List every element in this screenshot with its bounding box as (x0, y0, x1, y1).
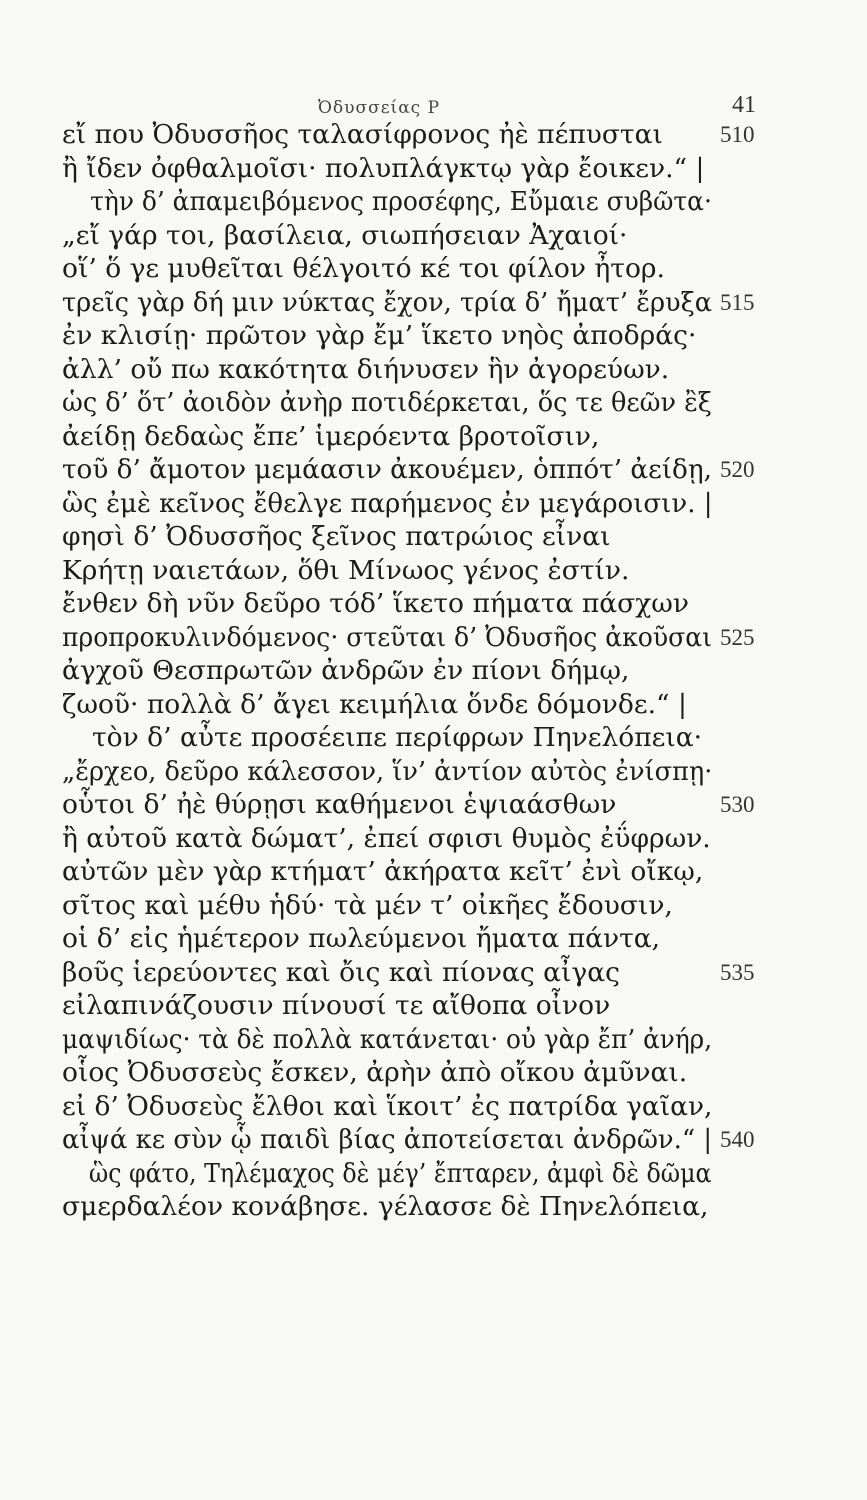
verse-line-text: οἱ δ’ εἰς ἡμέτερον πωλεύμενοι ἤματα πάντα, (62, 923, 661, 954)
verse-line (62, 956, 782, 990)
verse-line-text: ὣς ἐμὲ κεῖνος ἔθελγε παρήμενος ἐν μεγάροισιν. | (62, 487, 713, 519)
verse-line-text: βοῦς ἱερεύοντες καὶ ὄις καὶ πίονας αἶγας (62, 956, 620, 988)
verse-line (62, 788, 782, 822)
line-number: 510 (720, 122, 755, 147)
verse-line-text: ἀγχοῦ Θεσπρωτῶν ἀνδρῶν ἐν πίονι δήμῳ, (62, 655, 630, 686)
verse-line (62, 922, 782, 956)
verse-line (62, 1090, 782, 1124)
verse-line-text: „ἔρχεο, δεῦρο κάλεσσον, ἵν’ ἀντίον αὐτὸς ἐνίσπῃ· (62, 755, 713, 787)
verse-line-text: ἀλλ’ οὔ πω κακότητα διήνυσεν ἣν ἀγορεύων. (62, 353, 670, 385)
verse-line (62, 219, 782, 253)
verse-line (62, 1023, 782, 1057)
verse-line-text: ἀείδῃ δεδαὼς ἔπε’ ἱμερόεντα βροτοῖσιν, (62, 420, 600, 452)
verse-line-text: ὣς φάτο, Τηλέμαχος δὲ μέγ’ ἔπταρεν, ἀμφὶ δὲ δῶμα (88, 1157, 712, 1189)
verse-line (62, 319, 782, 353)
verse-line (62, 1157, 782, 1191)
page-number: 41 (732, 92, 756, 118)
verse-line-text: τρεῖς γὰρ δή μιν νύκτας ἔχον, τρία δ’ ἤματ’ ἔρυξα (62, 286, 713, 318)
line-number: 515 (720, 289, 755, 315)
verse-line (62, 755, 782, 789)
verse-line-text: τὴν δ’ ἀπαμειβόμενος προσέφης, Εὔμαιε συβῶτα· (90, 186, 712, 217)
verse-line-text: ἔνθεν δὴ νῦν δεῦρο τόδ’ ἵκετο πήματα πάσχων (62, 588, 690, 619)
line-number: 520 (720, 457, 755, 482)
verse-line-text: προπροκυλινδόμενος· στεῦται δ’ Ὀδυσῆος ἀκοῦσαι (62, 621, 713, 653)
verse-line-text: σῖτος καὶ μέθυ ἡδύ· τὰ μέν τ’ οἰκῆες ἔδουσιν, (62, 889, 673, 921)
line-number: 540 (720, 1127, 755, 1152)
verse-line-text: ὡς δ’ ὅτ’ ἀοιδὸν ἀνὴρ ποτιδέρκεται, ὅς τε θεῶν ἒξ (62, 387, 712, 418)
verse-line (62, 822, 782, 856)
verse-line-text: εἰ δ’ Ὀδυσεὺς ἔλθοι καὶ ἵκοιτ’ ἐς πατρίδα γαῖαν, (62, 1090, 713, 1122)
verse-line (62, 487, 782, 521)
verse-line (62, 654, 782, 688)
verse-line-text: αὐτῶν μὲν γὰρ κτήματ’ ἀκήρατα κεῖτ’ ἐνὶ οἴκῳ, (62, 856, 704, 887)
verse-line (62, 1123, 782, 1157)
verse-line-text: ζωοῦ· πολλὰ δ’ ἄγει κειμήλια ὅνδε δόμονδε.“ | (62, 688, 687, 720)
verse-line (62, 889, 782, 923)
verse-line-text: Κρήτῃ ναιετάων, ὅθι Μίνωος γένος ἐστίν. (62, 554, 630, 586)
verse-line (62, 386, 782, 420)
verse-line (62, 152, 782, 186)
line-number: 530 (720, 792, 755, 817)
line-number: 535 (720, 959, 755, 985)
verse-line (62, 1056, 782, 1090)
verse-line-text: ἢ ἴδεν ὀφθαλμοῖσι· πολυπλάγκτῳ γὰρ ἔοικεν.“ | (62, 152, 705, 184)
verse-line (62, 721, 782, 755)
verse-line-text: ἢ αὐτοῦ κατὰ δώματ’, ἐπεί σφισι θυμὸς ἐΰφρων. (62, 822, 711, 854)
verse-line-text: σμερδαλέον κονάβησε. γέλασσε δὲ Πηνελόπεια, (62, 1191, 709, 1222)
line-number: 525 (720, 624, 755, 650)
verse-line (62, 252, 782, 286)
verse-line-text: οἵ’ ὅ γε μυθεῖται θέλγοιτό κέ τοι φίλον ἦτορ. (62, 253, 665, 284)
verse-line (62, 420, 782, 454)
verse-line-text: μαψιδίως· τὰ δὲ πολλὰ κατάνεται· οὐ γὰρ ἔπ’ ἀνήρ, (62, 1023, 713, 1055)
verse-line-text: οὗτοι δ’ ἠὲ θύρῃσι καθήμενοι ἑψιαάσθων (62, 789, 617, 820)
verse-line (62, 989, 782, 1023)
verse-line (62, 621, 782, 655)
verse-line (62, 520, 782, 554)
verse-line (62, 453, 782, 487)
verse-text-block (62, 118, 782, 1224)
verse-line (62, 1190, 782, 1224)
verse-line-text: εἰλαπινάζουσιν πίνουσί τε αἴθοπα οἶνον (62, 990, 611, 1021)
verse-line-text: οἷος Ὀδυσσεὺς ἔσκεν, ἀρὴν ἀπὸ οἴκου ἀμῦναι. (62, 1057, 688, 1088)
verse-line-text: τὸν δ’ αὖτε προσέειπε περίφρων Πηνελόπεια· (92, 722, 703, 753)
verse-line (62, 286, 782, 320)
verse-line (62, 554, 782, 588)
verse-line-text: „εἴ γάρ τοι, βασίλεια, σιωπήσειαν Ἀχαιοί· (62, 219, 628, 251)
verse-line (62, 118, 782, 152)
verse-line-text: φησὶ δ’ Ὀδυσσῆος ξεῖνος πατρώιος εἶναι (62, 521, 611, 552)
verse-line (62, 855, 782, 889)
verse-line-text: τοῦ δ’ ἄμοτον μεμάασιν ἀκουέμεν, ὁππότ’ ἀείδῃ, (62, 454, 712, 485)
verse-line (62, 688, 782, 722)
verse-line-text: εἴ που Ὀδυσσῆος ταλασίφρονος ἠὲ πέπυσται (62, 119, 663, 150)
running-head: Ὀδυσσείας Ρ (318, 98, 441, 118)
verse-line (62, 587, 782, 621)
verse-line-text: αἶψά κε σὺν ᾧ παιδὶ βίας ἀποτείσεται ἀνδρῶν.“ | (62, 1124, 713, 1155)
verse-line (62, 185, 782, 219)
verse-line-text: ἐν κλισίῃ· πρῶτον γὰρ ἔμ’ ἵκετο νηὸς ἀποδράς· (62, 320, 697, 351)
verse-line (62, 353, 782, 387)
